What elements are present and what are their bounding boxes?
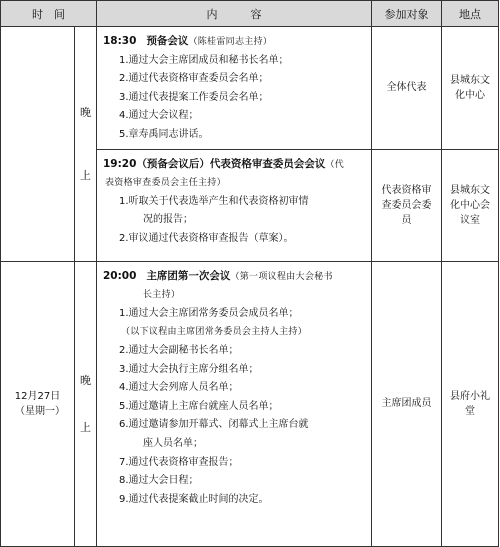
session-content	[97, 261, 372, 546]
period-label: 上	[80, 168, 91, 182]
header-attendees: 参加对象	[372, 1, 442, 27]
attendees-cell: 主席团成员	[372, 261, 442, 546]
agenda-note: （以下议程由主席团常务委员会主持人主持）	[121, 327, 308, 338]
header-row	[1, 1, 499, 27]
agenda-item: 5.章寿禹同志讲话。	[119, 128, 209, 140]
session-note: （陈桂雷同志主持）	[188, 37, 273, 47]
attendees-cell	[372, 149, 442, 261]
session-title: 预备会议	[146, 35, 189, 47]
session-content	[97, 27, 372, 150]
header-location: 地点	[442, 1, 499, 27]
period-label: 上	[80, 420, 91, 434]
agenda-item: 7.通过代表资格审查报告；	[119, 456, 239, 468]
agenda-item: 况的报告；	[143, 214, 193, 226]
location-text: 县府小礼堂	[450, 390, 490, 417]
location-text: 县城东文化中心会议室	[450, 184, 490, 226]
attendees-cell: 全体代表	[372, 27, 442, 150]
date-cell	[1, 261, 75, 546]
header-time: 时 间	[1, 1, 97, 27]
location-cell	[442, 261, 499, 546]
period-cell	[75, 261, 97, 546]
agenda-item: 3.通过代表提案工作委员会名单；	[119, 91, 269, 103]
weekday-text: （星期一）	[15, 405, 65, 417]
agenda-item: 座人员名单；	[143, 437, 203, 449]
attendees-text: 代表资格审查委员会委员	[381, 184, 432, 226]
agenda-item: 1.听取关于代表选举产生和代表资格初审情	[119, 195, 309, 207]
session-row	[1, 261, 499, 546]
date-text: 12月27日	[14, 390, 61, 402]
agenda-item: 1.通过大会主席团常务委员会成员名单；	[119, 307, 299, 319]
period-label: 晚	[80, 105, 91, 119]
session-title: （预备会议后）代表资格审查委员会会议	[136, 157, 326, 170]
location-text: 县城东文化中心	[450, 74, 490, 101]
agenda-item: 2.通过大会副秘书长名单；	[119, 344, 239, 356]
agenda-item: 6.通过邀请参加开幕式、闭幕式上主席台就	[119, 419, 309, 431]
session-time: 20:00	[103, 269, 137, 282]
header-content: 内 容	[97, 1, 372, 27]
session-note: 长主持）	[143, 290, 181, 301]
agenda-item: 8.通过大会日程；	[119, 475, 199, 487]
agenda-item: 1.通过大会主席团成员和秘书长名单；	[119, 54, 289, 66]
agenda-item: 3.通过大会执行主席分组名单；	[119, 363, 259, 375]
location-cell	[442, 27, 499, 150]
session-row	[1, 27, 499, 150]
session-note: 表资格审查委员会主任主持）	[105, 178, 226, 189]
agenda-item: 4.通过大会议程；	[119, 110, 199, 122]
time-cell-empty	[1, 27, 75, 262]
session-time: 18:30	[103, 35, 137, 47]
agenda-item: 2.通过代表资格审查委员会名单；	[119, 73, 269, 85]
session-content	[97, 149, 372, 261]
agenda-item: 9.通过代表提案截止时间的决定。	[119, 493, 269, 505]
period-label: 晚	[80, 373, 91, 387]
location-cell	[442, 149, 499, 261]
agenda-item: 5.通过邀请上主席台就座人员名单；	[119, 400, 279, 412]
session-time: 19:20	[103, 157, 137, 170]
session-title: 主席团第一次会议	[146, 269, 231, 282]
session-note: （代	[325, 159, 345, 170]
agenda-item: 4.通过大会列席人员名单；	[119, 382, 239, 394]
period-cell	[75, 27, 97, 262]
session-note: （第一项议程由大会秘书	[230, 271, 333, 282]
agenda-item: 2.审议通过代表资格审查报告（草案）。	[119, 232, 294, 244]
